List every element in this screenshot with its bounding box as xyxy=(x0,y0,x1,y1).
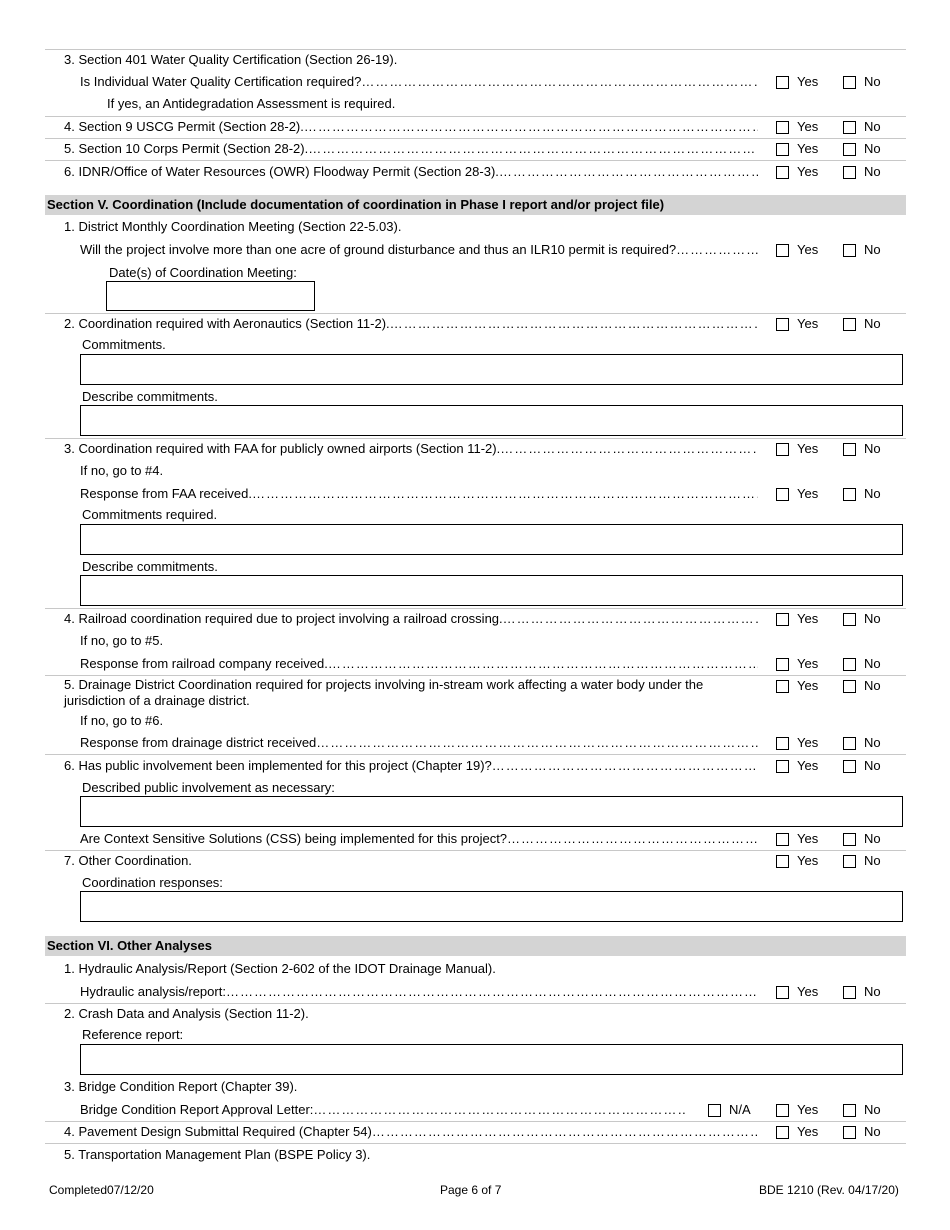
v7-responses-label: Coordination responses: xyxy=(82,875,223,890)
v3-question: 3. Coordination required with FAA for publicly owned airports (Section 11-2). …………………………………………………………………………………………………………………………………………………………………………………………… xyxy=(64,441,758,457)
item-401-title: 3. Section 401 Water Quality Certification (Section 26-19). xyxy=(64,52,398,67)
bridge-no-checkbox[interactable]: No xyxy=(843,1102,881,1118)
row-divider xyxy=(45,116,906,117)
vi5-title: 5. Transportation Management Plan (BSPE Policy 3). xyxy=(64,1147,371,1162)
item-401-question: Is Individual Water Quality Certification required? …………………………………………………………………………………………………………………………………………………………………………………………… xyxy=(80,74,758,90)
v2-question: 2. Coordination required with Aeronautics (Section 11-2). …………………………………………………………………………………………………………………………………………………………………………………………… xyxy=(64,316,758,332)
item-401-yes-checkbox[interactable]: Yes xyxy=(776,74,818,90)
v4-response: Response from railroad company received. …………………………………………………………………………………………………………………………………………………………………………………………… xyxy=(80,656,758,672)
item-401-no-checkbox[interactable]: No xyxy=(843,74,881,90)
row-divider xyxy=(45,1003,906,1004)
v1-date-label: Date(s) of Coordination Meeting: xyxy=(109,265,297,280)
coordination-responses-input[interactable] xyxy=(80,891,903,922)
v2-yes-checkbox[interactable]: Yes xyxy=(776,316,818,332)
row-divider xyxy=(45,313,906,314)
uscg-no-checkbox[interactable]: No xyxy=(843,119,881,135)
aeronautics-commitments-input[interactable] xyxy=(80,354,903,385)
v4-yes-checkbox[interactable]: Yes xyxy=(776,611,818,627)
bridge-yes-checkbox[interactable]: Yes xyxy=(776,1102,818,1118)
corps-permit-question: 5. Section 10 Corps Permit (Section 28-2). …………………………………………………………………………………………………………………………………………………………………………………………… xyxy=(64,141,758,157)
owr-yes-checkbox[interactable]: Yes xyxy=(776,164,818,180)
v3-yes-checkbox[interactable]: Yes xyxy=(776,441,818,457)
uscg-permit-question: 4. Section 9 USCG Permit (Section 28-2). …………………………………………………………………………………………………………………………………………………………………………………………… xyxy=(64,119,758,135)
v6-described-label: Described public involvement as necessary: xyxy=(82,780,335,795)
v6-no-checkbox[interactable]: No xyxy=(843,758,881,774)
vi2-ref-label: Reference report: xyxy=(82,1027,184,1042)
v5-response-no-checkbox[interactable]: No xyxy=(843,735,881,751)
v5-response-yes-checkbox[interactable]: Yes xyxy=(776,735,818,751)
v4-response-no-checkbox[interactable]: No xyxy=(843,656,881,672)
row-divider xyxy=(45,138,906,139)
vi1-question: Hydraulic analysis/report: …………………………………………………………………………………………………………………………………………………………………………………………… xyxy=(80,984,758,1000)
row-divider xyxy=(45,754,906,755)
v3-response-no-checkbox[interactable]: No xyxy=(843,486,881,502)
v2-describe-label: Describe commitments. xyxy=(82,389,218,404)
v4-no-checkbox[interactable]: No xyxy=(843,611,881,627)
css-yes-checkbox[interactable]: Yes xyxy=(776,831,818,847)
footer-completed xyxy=(49,1182,154,1198)
pavement-no-checkbox[interactable]: No xyxy=(843,1124,881,1140)
owr-no-checkbox[interactable]: No xyxy=(843,164,881,180)
row-divider xyxy=(45,49,906,50)
v1-question: Will the project involve more than one acre of ground disturbance and thus an ILR10 permit is required? …………………………………………………………………………………………………………………………………………………………………………………………… xyxy=(80,242,758,258)
v3-describe-label: Describe commitments. xyxy=(82,559,218,574)
row-divider xyxy=(45,438,906,439)
row-divider xyxy=(45,608,906,609)
v6-css-question: Are Context Sensitive Solutions (CSS) being implemented for this project? …………………………………………………………………………………………………………………………………………………………………………………………… xyxy=(80,831,758,847)
v5-response: Response from drainage district received …………………………………………………………………………………………………………………………………………………………………………………………… xyxy=(80,735,758,751)
v3-ifno: If no, go to #4. xyxy=(80,463,164,478)
v2-commitments-label: Commitments. xyxy=(82,337,166,352)
v5-question: 5. Drainage District Coordination required for projects involving in-stream work affecting a water body under the jurisdiction of a drainage district. xyxy=(64,677,704,708)
row-divider xyxy=(45,160,906,161)
item-401-note: If yes, an Antidegradation Assessment is required. xyxy=(107,96,396,111)
row-divider xyxy=(45,1143,906,1144)
v3-no-checkbox[interactable]: No xyxy=(843,441,881,457)
section-vi-header: Section VI. Other Analyses xyxy=(45,936,906,956)
coordination-meeting-date-input[interactable] xyxy=(106,281,315,311)
v3-response-yes-checkbox[interactable]: Yes xyxy=(776,486,818,502)
hydraulic-yes-checkbox[interactable]: Yes xyxy=(776,984,818,1000)
v2-no-checkbox[interactable]: No xyxy=(843,316,881,332)
footer-form-id: BDE 1210 (Rev. 04/17/20) xyxy=(759,1183,899,1197)
faa-describe-input[interactable] xyxy=(80,575,903,606)
vi1-title: 1. Hydraulic Analysis/Report (Section 2-602 of the IDOT Drainage Manual). xyxy=(64,961,496,976)
aeronautics-describe-input[interactable] xyxy=(80,405,903,436)
v1-yes-checkbox[interactable]: Yes xyxy=(776,242,818,258)
v4-question: 4. Railroad coordination required due to project involving a railroad crossing. …………………………………………………………………………………………………………………………………………………………………………………………… xyxy=(64,611,758,627)
vi3-question: Bridge Condition Report Approval Letter: …………………………………………………………………………………………………………………………………………………………………………………………… xyxy=(80,1102,686,1118)
v1-title: 1. District Monthly Coordination Meeting (Section 22-5.03). xyxy=(64,219,402,234)
pavement-yes-checkbox[interactable]: Yes xyxy=(776,1124,818,1140)
vi3-title: 3. Bridge Condition Report (Chapter 39). xyxy=(64,1079,298,1094)
footer-completed-label: Completed xyxy=(49,1183,108,1197)
row-divider xyxy=(45,675,906,676)
corps-no-checkbox[interactable]: No xyxy=(843,141,881,157)
vi4-question: 4. Pavement Design Submittal Required (Chapter 54) …………………………………………………………………………………………………………………………………………………………………………………………… xyxy=(64,1124,758,1140)
vi2-title: 2. Crash Data and Analysis (Section 11-2). xyxy=(64,1006,309,1021)
v7-no-checkbox[interactable]: No xyxy=(843,853,881,869)
reference-report-input[interactable] xyxy=(80,1044,903,1075)
v3-commitments-label: Commitments required. xyxy=(82,507,218,522)
v7-yes-checkbox[interactable]: Yes xyxy=(776,853,818,869)
public-involvement-input[interactable] xyxy=(80,796,903,827)
v5-yes-checkbox[interactable]: Yes xyxy=(776,678,818,694)
v5-no-checkbox[interactable]: No xyxy=(843,678,881,694)
v6-question: 6. Has public involvement been implemented for this project (Chapter 19)? …………………………………………………………………………………………………………………………………………………………………………………………… xyxy=(64,758,758,774)
uscg-yes-checkbox[interactable]: Yes xyxy=(776,119,818,135)
v5-ifno: If no, go to #6. xyxy=(80,713,164,728)
v6-yes-checkbox[interactable]: Yes xyxy=(776,758,818,774)
footer-page-number: Page 6 of 7 xyxy=(440,1183,502,1197)
faa-commitments-input[interactable] xyxy=(80,524,903,555)
bridge-na-checkbox[interactable]: N/A xyxy=(708,1102,751,1118)
v7-question: 7. Other Coordination. xyxy=(64,853,192,868)
hydraulic-no-checkbox[interactable]: No xyxy=(843,984,881,1000)
css-no-checkbox[interactable]: No xyxy=(843,831,881,847)
owr-permit-question: 6. IDNR/Office of Water Resources (OWR) Floodway Permit (Section 28-3). …………………………………………………………………………………………………………………………………………………………………………………………… xyxy=(64,164,758,180)
corps-yes-checkbox[interactable]: Yes xyxy=(776,141,818,157)
row-divider xyxy=(45,850,906,851)
v3-response: Response from FAA received. …………………………………………………………………………………………………………………………………………………………………………………………… xyxy=(80,486,758,502)
footer-completed-date: 07/12/20 xyxy=(107,1183,154,1197)
row-divider xyxy=(45,1121,906,1122)
v4-ifno: If no, go to #5. xyxy=(80,633,164,648)
v1-no-checkbox[interactable]: No xyxy=(843,242,881,258)
section-v-header: Section V. Coordination (Include documentation of coordination in Phase I report and/or project file) xyxy=(45,195,906,215)
v4-response-yes-checkbox[interactable]: Yes xyxy=(776,656,818,672)
